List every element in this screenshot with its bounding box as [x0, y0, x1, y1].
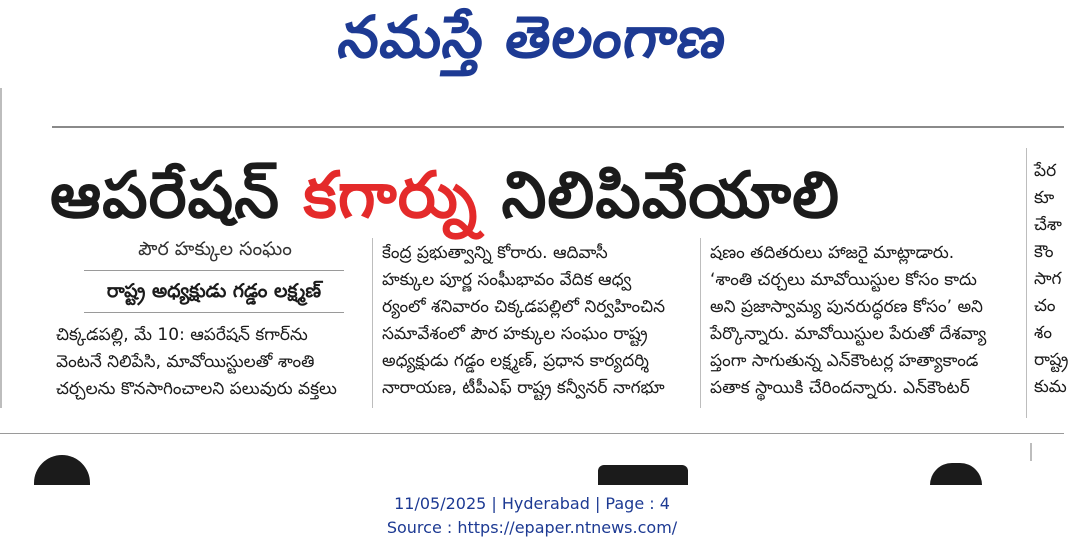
column-line: అధ్యక్షుడు గడ్డం లక్ష్మణ్, ప్రధాన కార్యదర్శి	[382, 351, 649, 371]
cropped-next-headline	[0, 443, 1064, 483]
column-line: చేశా	[1034, 215, 1062, 235]
newspaper-clipping	[0, 88, 1069, 478]
column-line: హక్కుల పూర్ణ సంఘీభావం వేదిక ఆధ్వ	[382, 270, 632, 290]
column-line: కూ	[1034, 188, 1055, 208]
column-line: అని ప్రజాస్వామ్య పునరుద్ధరణ కోసం’ అని	[710, 297, 983, 317]
column-line: చం	[1034, 296, 1056, 316]
adjacent-article-strip	[1034, 158, 1074, 418]
subhead-organization: పౌర హక్కుల సంఘం	[138, 238, 292, 260]
column-line: వెంటనే నిలిపేసి, మావోయిస్టులతో శాంతి	[56, 352, 315, 372]
column-line: ‘శాంతి చర్చలు మావోయిస్టుల కోసం కాదు	[710, 270, 977, 290]
column-line: ప్తంగా సాగుతున్న ఎన్‌కౌంటర్ల హత్యాకాండ	[710, 351, 979, 371]
column-line: సమావేశంలో పౌర హక్కుల సంఘం రాష్ట్ర	[382, 324, 648, 344]
column-line: రాష్ట్ర	[1034, 350, 1069, 370]
subhead-speaker: రాష్ట్ర అధ్యక్షుడు గడ్డం లక్ష్మణ్	[106, 280, 322, 302]
headline	[50, 146, 1010, 246]
cropped-glyph	[930, 463, 982, 485]
column-line: కౌం	[1034, 242, 1054, 262]
column-line: కుమ	[1034, 377, 1067, 397]
column-line: పేర్కొన్నారు. మావోయిస్టుల పేరుతో దేశవ్యా	[710, 324, 987, 344]
subhead-divider	[84, 270, 344, 271]
column-line: షణం తదితరులు హాజరై మాట్లాడారు.	[710, 243, 955, 263]
column-line: శం	[1034, 323, 1052, 343]
source-footer	[0, 492, 1064, 540]
column-line: పేర	[1034, 161, 1057, 181]
footer-date-page: 11/05/2025 | Hyderabad | Page : 4	[394, 494, 670, 513]
article-column-1	[56, 322, 366, 403]
column-divider	[372, 238, 373, 408]
column-line: సాగ	[1034, 269, 1062, 289]
column-line: చర్చలను కొనసాగించాలని పలువురు వక్తలు	[56, 379, 337, 399]
footer-source-link: Source : https://epaper.ntnews.com/	[386, 518, 678, 537]
column-line: పతాక స్థాయికి చేరిందన్నారు. ఎన్‌కౌంటర్	[710, 378, 970, 398]
column-divider	[700, 238, 701, 408]
headline-accent: కగార్	[303, 159, 479, 233]
cropped-divider	[1030, 443, 1032, 461]
column-line: కేంద్ర ప్రభుత్వాన్ని కోరారు. ఆదివాసీ	[382, 243, 608, 263]
column-line: చిక్కడపల్లి, మే 10: ఆపరేషన్ కగార్‌ను	[56, 325, 308, 345]
headline-part1: ఆపరేషన్	[50, 159, 304, 233]
subhead-underline	[84, 312, 344, 313]
cropped-glyph	[598, 465, 688, 485]
column-divider	[1026, 148, 1027, 418]
cropped-glyph	[34, 455, 90, 485]
article-column-3	[710, 240, 1015, 402]
newspaper-logo: నమస్తే తెలంగాణ	[334, 2, 732, 71]
top-rule	[52, 126, 1064, 128]
column-line: ర్యంలో శనివారం చిక్కడపల్లిలో నిర్వహించిన	[382, 297, 666, 317]
headline-part3: ను నిలిపివేయాలి	[478, 159, 841, 233]
page-edge-divider	[0, 88, 2, 408]
article-column-2	[382, 240, 692, 402]
bottom-rule	[0, 433, 1064, 434]
masthead	[0, 0, 1064, 88]
column-line: నారాయణ, టీపీఎఫ్ రాష్ట్ర కన్వీనర్ నాగభూ	[382, 378, 665, 398]
